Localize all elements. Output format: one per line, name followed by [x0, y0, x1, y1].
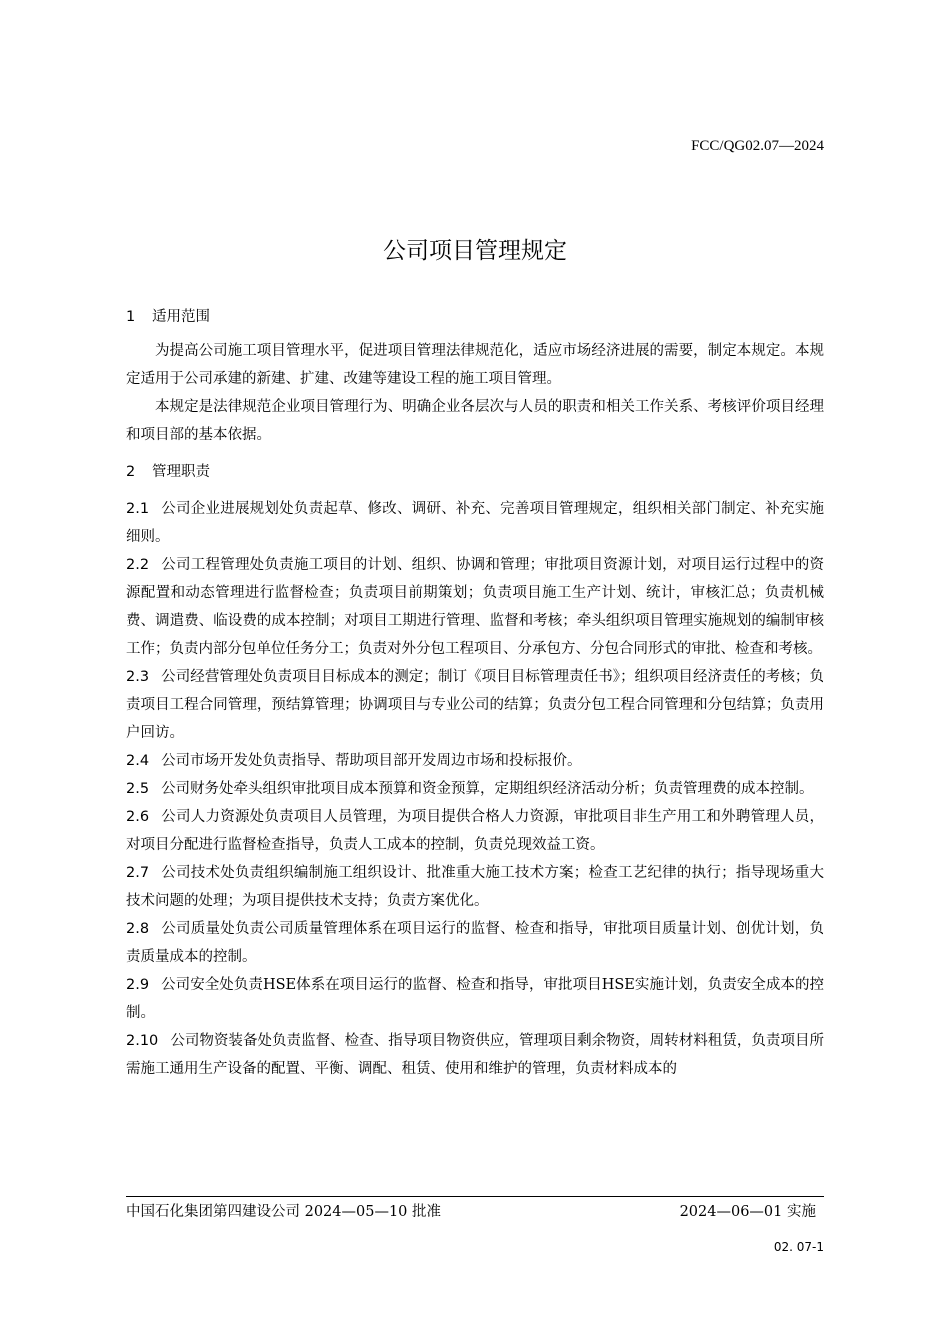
clause-item — [126, 803, 824, 859]
clause-item — [126, 971, 824, 1027]
clause-number: 2.7 — [126, 865, 150, 881]
clause-number: 2.5 — [126, 781, 150, 797]
section-heading — [126, 458, 824, 486]
document-code: FCC/QG02.07—2024 — [691, 138, 824, 154]
clause-text: 公司经营管理处负责项目目标成本的测定；制订《项目目标管理责任书》；组织项目经济责任的考核；负责项目工程合同管理，预结算管理；协调项目与专业公司的结算；负责分包工程合同管理和分包结算；负责用户回访。 — [126, 669, 824, 741]
approval-note: 中国石化集团第四建设公司 2024—05—10 批准 — [126, 1204, 442, 1220]
section-title: 管理职责 — [152, 464, 210, 480]
clause-number: 2.2 — [126, 557, 150, 573]
clause-item — [126, 663, 824, 747]
clause-number: 2.6 — [126, 809, 150, 825]
clause-text: 公司工程管理处负责施工项目的计划、组织、协调和管理；审批项目资源计划，对项目运行过程中的资源配置和动态管理进行监督检查；负责项目前期策划；负责项目施工生产计划、统计，审核汇总；负责机械费、调遣费、临设费的成本控制；对项目工期进行管理、监督和考核；牵头组织项目管理实施规划的编制审核工作；负责内部分包单位任务分工；负责对外分包工程项目、分承包方、分包合同形式的审批、检查和考核。 — [126, 557, 824, 657]
clause-item — [126, 1027, 824, 1083]
clause-number: 2.1 — [126, 501, 150, 517]
paragraph: 为提高公司施工项目管理水平，促进项目管理法律规范化，适应市场经济进展的需要，制定本规定。本规定适用于公司承建的新建、扩建、改建等建设工程的施工项目管理。 — [126, 343, 824, 387]
clause-text: 公司人力资源处负责项目人员管理，为项目提供合格人力资源，审批项目非生产用工和外聘管理人员，对项目分配进行监督检查指导，负责人工成本的控制，负责兑现效益工资。 — [126, 809, 824, 853]
clause-number: 2.9 — [126, 977, 150, 993]
clause-text: 公司安全处负责HSE体系在项目运行的监督、检查和指导，审批项目HSE实施计划，负责安全成本的控制。 — [126, 977, 824, 1021]
clause-item — [126, 551, 824, 663]
clause-text: 公司技术处负责组织编制施工组织设计、批准重大施工技术方案；检查工艺纪律的执行；指导现场重大技术问题的处理；为项目提供技术支持；负责方案优化。 — [126, 865, 824, 909]
clause-text: 公司财务处牵头组织审批项目成本预算和资金预算，定期组织经济活动分析；负责管理费的成本控制。 — [161, 781, 814, 797]
clause-text: 公司物资装备处负责监督、检查、指导项目物资供应，管理项目剩余物资，周转材料租赁，负责项目所需施工通用生产设备的配置、平衡、调配、租赁、使用和维护的管理，负责材料成本的 — [126, 1033, 824, 1077]
clause-text: 公司市场开发处负责指导、帮助项目部开发周边市场和投标报价。 — [161, 753, 582, 769]
clause-item — [126, 775, 824, 803]
document-title: 公司项目管理规定 — [383, 238, 567, 264]
clause-item — [126, 747, 824, 775]
section-title: 适用范围 — [152, 309, 210, 325]
document-body — [126, 303, 824, 1083]
clause-text: 公司质量处负责公司质量管理体系在项目运行的监督、检查和指导，审批项目质量计划、创优计划，负责质量成本的控制。 — [126, 921, 824, 965]
clause-item — [126, 495, 824, 551]
clause-number: 2.10 — [126, 1033, 159, 1049]
clause-item — [126, 915, 824, 971]
clause-number: 2.4 — [126, 753, 150, 769]
clause-text: 公司企业进展规划处负责起草、修改、调研、补充、完善项目管理规定，组织相关部门制定、补充实施细则。 — [126, 501, 824, 545]
paragraph: 本规定是法律规范企业项目管理行为、明确企业各层次与人员的职责和相关工作关系、考核评价项目经理和项目部的基本依据。 — [126, 399, 824, 443]
clause-number: 2.3 — [126, 669, 150, 685]
implementation-date: 2024—06—01 实施 — [679, 1204, 816, 1220]
footer-divider — [126, 1196, 824, 1197]
section-number: 2 — [126, 464, 136, 480]
clause-number: 2.8 — [126, 921, 150, 937]
page-number: 02. 07-1 — [773, 1240, 824, 1254]
section-heading — [126, 303, 824, 331]
section-number: 1 — [126, 309, 136, 325]
clause-item — [126, 859, 824, 915]
